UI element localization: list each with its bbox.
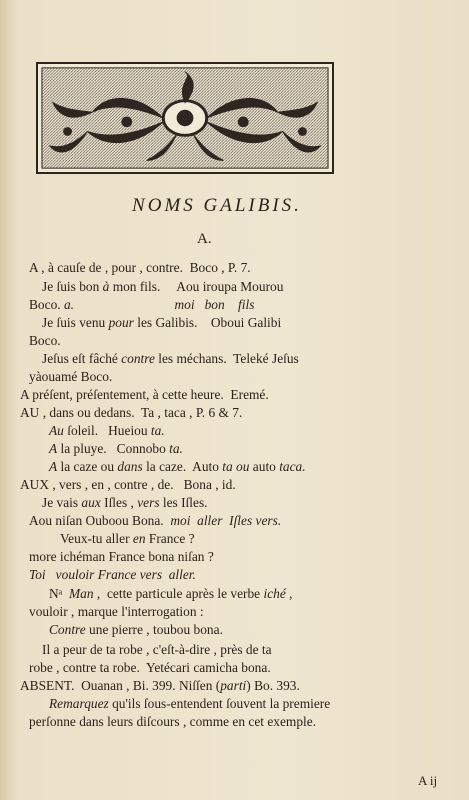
text-run: Je vais (42, 495, 82, 510)
text-line (29, 566, 196, 584)
text-run: Je ſuis bon (42, 279, 103, 294)
text-run: les méchans. Teleké Jeſus (154, 351, 299, 366)
text-run: AU , dans ou dedans. Ta , taca , P. 6 & 7. (20, 405, 243, 420)
text-run: Boco. (29, 333, 61, 348)
text-line (29, 296, 254, 314)
text-run: ) Bo. 393. (246, 678, 300, 693)
text-run: moi bon fils (174, 297, 255, 312)
text-run: Aou niſan Ouboou Bona. (29, 513, 171, 528)
text-line (42, 494, 208, 512)
text-line (29, 512, 281, 530)
text-line (29, 603, 204, 621)
text-line (42, 314, 281, 332)
text-run: Toi vouloir France vers aller. (29, 567, 196, 582)
text-run: ta. (169, 441, 183, 456)
text-run: Man (69, 586, 94, 601)
text-run: à (102, 279, 110, 294)
text-run: la pluye. Connobo (57, 441, 170, 456)
text-line (29, 259, 251, 277)
text-run: a. (63, 297, 75, 312)
text-run: iché (263, 586, 286, 601)
text-line (20, 476, 236, 494)
section-letter: A. (197, 231, 212, 247)
text-run: robe , contre ta robe. Yetécari camicha bona. (29, 660, 271, 675)
text-run: AUX , vers , en , contre , de. Bona , id. (20, 477, 236, 492)
text-run: yàouamé Boco. (29, 369, 113, 384)
text-run: Remarquez (49, 696, 109, 711)
text-line (42, 278, 283, 296)
text-line (29, 332, 61, 350)
text-run: la caze ou (57, 459, 118, 474)
text-line (49, 422, 165, 440)
text-line (60, 530, 195, 548)
text-line (29, 548, 214, 566)
text-line (49, 458, 306, 476)
text-run: pour (108, 315, 134, 330)
text-line (42, 350, 299, 368)
text-line (20, 386, 269, 404)
text-run: Il a peur de ta robe , c'eſt-à-dire , près de ta (42, 642, 272, 657)
text-run: Contre (49, 622, 86, 637)
text-run: ABSENT. Ouanan , Bi. 399. Niſſen ( (20, 678, 221, 693)
text-run: une pierre , toubou bona. (85, 622, 223, 637)
text-run: contre (121, 351, 155, 366)
text-run: Jeſus eſt fâché (42, 351, 122, 366)
text-run: auto (249, 459, 280, 474)
text-run: Nᵃ (49, 586, 70, 601)
text-run: vouloir , marque l'interrogation : (29, 604, 204, 619)
text-run: , (285, 586, 293, 601)
text-line (49, 440, 183, 458)
text-run: Iſles , (100, 495, 138, 510)
text-run: la caze. Auto (142, 459, 223, 474)
page-title: NOMS GALIBIS. (132, 195, 302, 216)
text-run: Je ſuis venu (42, 315, 109, 330)
text-line (29, 713, 316, 731)
text-line (49, 621, 223, 639)
text-run: A préſent, préſentement, à cette heure. Eremé. (20, 387, 269, 402)
text-run: vers (137, 495, 160, 510)
text-run: les Galibis. Oboui Galibi (133, 315, 282, 330)
decorative-headpiece (36, 62, 334, 174)
text-run: mon fils. Aou iroupa Mourou (109, 279, 284, 294)
text-run: France ? (145, 531, 195, 546)
signature-mark: A ij (418, 773, 438, 788)
text-run: Boco. (29, 297, 64, 312)
text-run: dans (117, 459, 143, 474)
text-line (42, 641, 272, 659)
text-run: ta ou (222, 459, 250, 474)
text-run: taca. (279, 459, 306, 474)
text-run: , cette particule après le verbe (93, 586, 264, 601)
text-line (29, 659, 271, 677)
text-run: A (49, 441, 58, 456)
text-line (49, 695, 330, 713)
text-run: parti (220, 678, 247, 693)
text-line (20, 677, 300, 695)
text-run: A (49, 459, 58, 474)
text-run: Veux-tu aller (60, 531, 133, 546)
text-run: ta. (150, 423, 165, 438)
text-run: moi aller Iſles vers. (170, 513, 282, 528)
text-run: A , à cauſe de , pour , contre. Boco , P. 7. (29, 260, 251, 275)
text-run: perſonne dans leurs diſcours , comme en cet exemple. (29, 714, 317, 729)
text-run (74, 297, 174, 312)
text-run: ſoleil. Hueiou (63, 423, 151, 438)
text-run: more ichéman France bona niſan ? (29, 549, 214, 564)
text-run: qu'ils ſous-entendent ſouvent la premiere (108, 696, 331, 711)
text-run: en (132, 531, 146, 546)
text-run: les Iſles. (159, 495, 208, 510)
text-line (49, 585, 293, 603)
text-run: Au (49, 423, 64, 438)
text-run: aux (81, 495, 101, 510)
text-line (29, 368, 112, 386)
text-line (20, 404, 242, 422)
